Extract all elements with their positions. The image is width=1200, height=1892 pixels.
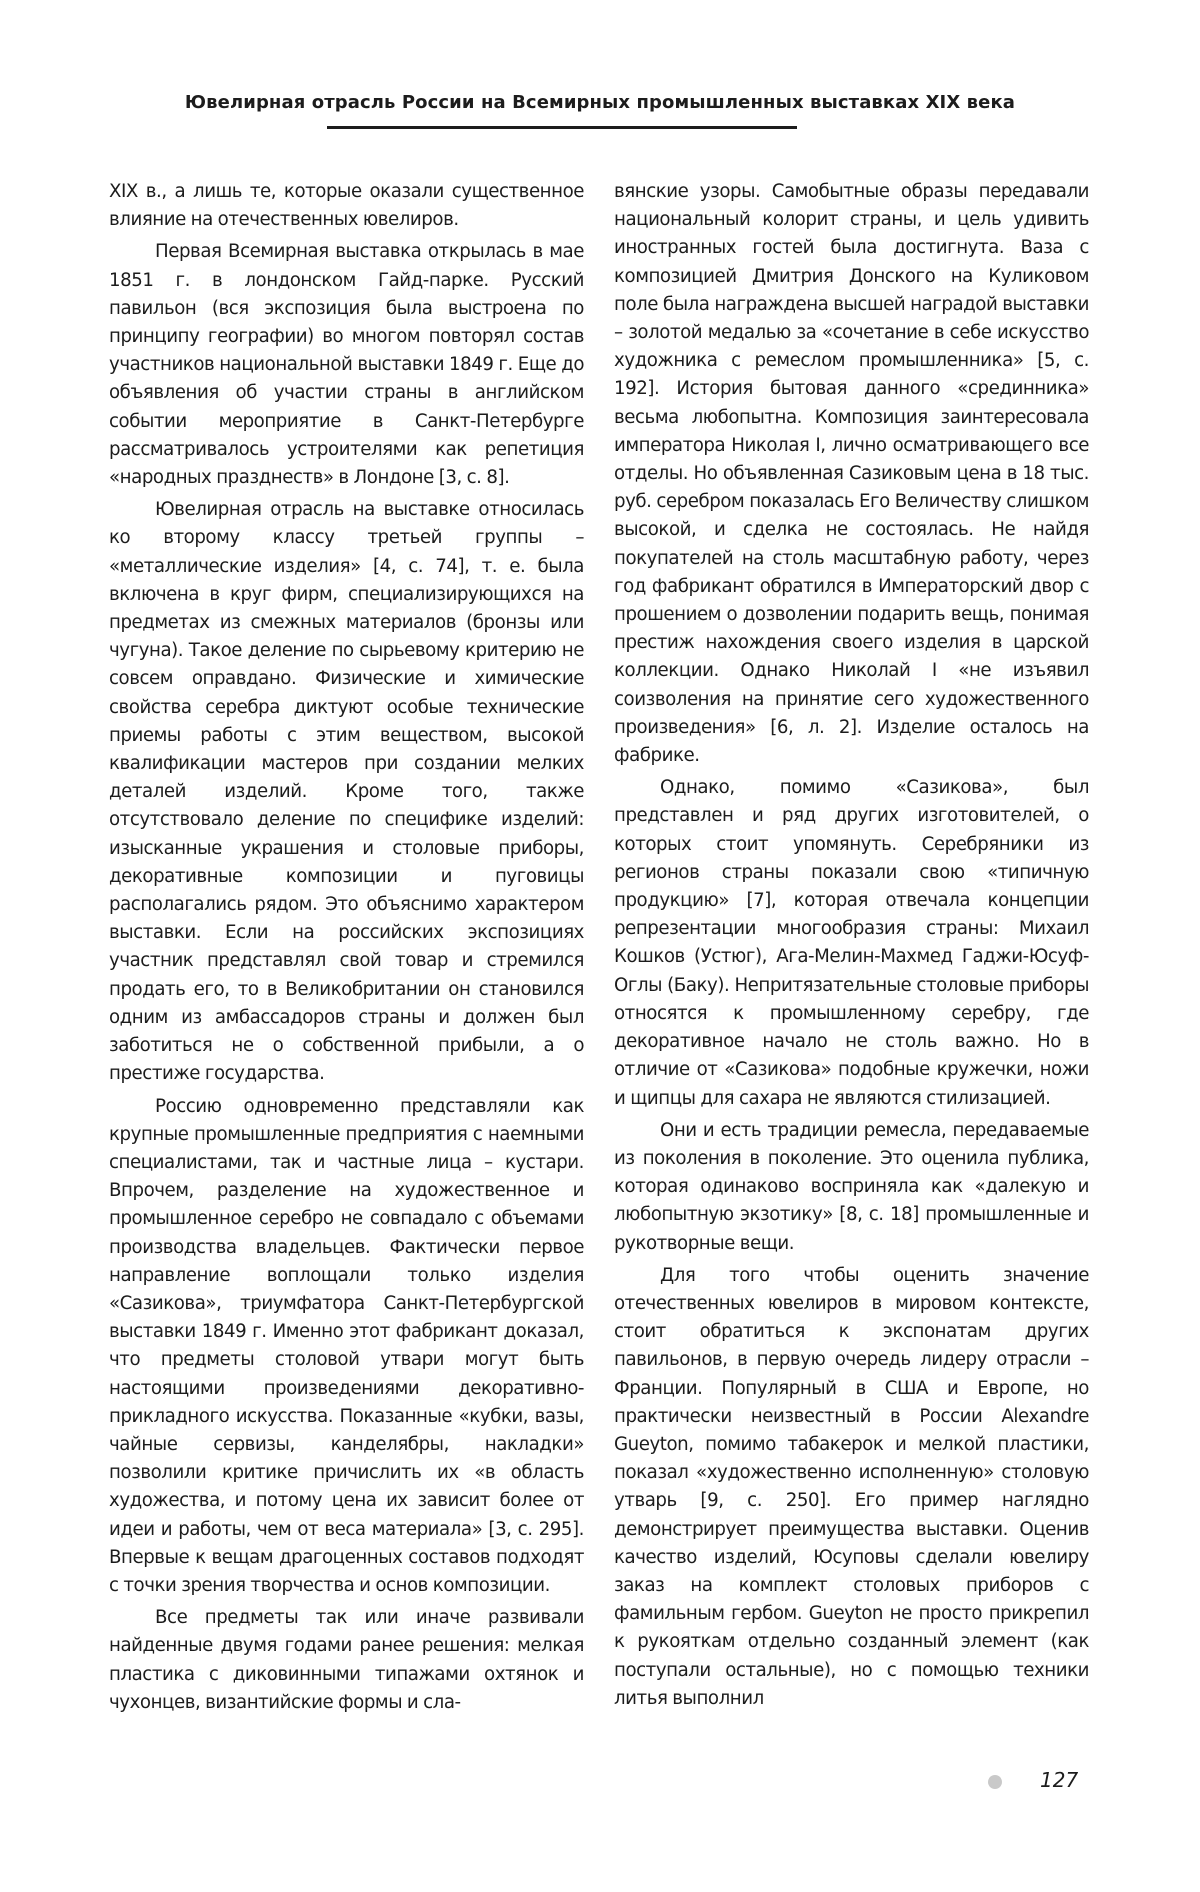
paragraph: Первая Всемирная выставка открылась в мае 1851 г. в лондонском Гайд-парке. Русский павильон (вся экспозиция была выстроена по принципу географии) во многом повторял состав участников национальной выставки 1849 г. Еще до объявления об участии страны в английском событии мероприятие в Санкт-Петербурге рассматривалось устроителями как репетиция «народных празднеств» в Лондоне [3, с. 8]. <box>109 241 584 489</box>
page-bullet-icon <box>988 1775 1002 1789</box>
header-rule <box>327 126 797 129</box>
right-column <box>614 178 1089 1717</box>
paragraph: Они и есть традиции ремесла, передаваемые из поколения в поколение. Это оценила публика, которая одинаково восприняла как «далекую и любопытную экзотику» [8, с. 18] промышленные и рукотворные вещи. <box>614 1119 1089 1254</box>
left-column <box>109 178 584 1721</box>
paragraph: Россию одновременно представляли как крупные промышленные предприятия с наемными специалистами, так и частные лица – кустари. Впрочем, разделение на художественное и промышленное серебро не совпадало с объемами производства владельцев. Фактически первое направление воплощали только изделия «Сазикова», триумфатора Санкт-Петербургской выставки 1849 г. Именно этот фабрикант доказал, что предметы столовой утвари могут быть настоящими произведениями декоративно-прикладного искусства. Показанные «кубки, вазы, чайные сервизы, канделябры, накладки» позволили критике причислить их «в область художества, и потому цена их зависит более от идеи и работы, чем от веса материала» [3, с. 295]. Впервые к вещам драгоценных составов подходят с точки зрения творчества и основ композиции. <box>109 1095 584 1596</box>
paragraph: вянские узоры. Самобытные образы передавали национальный колорит страны, и цель удивить иностранных гостей была достигнута. Ваза с композицией Дмитрия Донского на Куликовом поле была награждена высшей наградой выставки – золотой медалью за «сочетание в себе искусство художника с ремеслом промышленника» [5, с. 192]. История бытовая данного «срединника» весьма любопытна. Композиция заинтересовала императора Николая I, лично осматривающего все отделы. Но объявленная Сазиковым цена в 18 тыс. руб. серебром показалась Его Величеству слишком высокой, и сделка не состоялась. Не найдя покупателей на столь масштабную работу, через год фабрикант обратился в Императорский двор с прошением о дозволении подарить вещь, понимая престиж нахождения своего изделия в царской коллекции. Однако Николай I «не изъявил соизволения на принятие сего художественного произведения» [6, л. 2]. Изделие осталось на фабрике. <box>614 181 1089 767</box>
paragraph: XIX в., а лишь те, которые оказали существенное влияние на отечественных ювелиров. <box>109 181 584 231</box>
paragraph: Однако, помимо «Сазикова», был представлен и ряд других изготовителей, о которых стоит упомянуть. Серебряники из регионов страны показали свою «типичную продукцию» [7], которая отвечала концепции репрезентации многообразия страны: Михаил Кошков (Устюг), Ага-Мелин-Махмед Гаджи-Юсуф-Оглы (Баку). Непритязательные столовые приборы относятся к промышленному серебру, где декоративное начало не столь важно. Но в отличие от «Сазикова» подобные кружечки, ножи и щипцы для сахара не являются стилизацией. <box>614 777 1089 1109</box>
paragraph: Для того чтобы оценить значение отечественных ювелиров в мировом контексте, стоит обратиться к экспонатам других павильонов, в первую очередь лидеру отрасли – Франции. Популярный в США и Европе, но практически неизвестный в России Alexandre Gueyton, помимо табакерок и мелкой пластики, показал «художественно исполненную» столовую утварь [9, с. 250]. Его пример наглядно демонстрирует преимущества выставки. Оценив качество изделий, Юсуповы сделали ювелиру заказ на комплект столовых приборов с фамильным гербом. Gueyton не просто прикрепил к рукояткам отдельно созданный элемент (как поступали остальные), но с помощью техники литья выполнил <box>614 1264 1089 1709</box>
page-number: 127 <box>1040 1768 1079 1792</box>
paragraph: Ювелирная отрасль на выставке относилась ко второму классу третьей группы – «металлические изделия» [4, с. 74], т. е. была включена в круг фирм, специализирующихся на предметах из смежных материалов (бронзы или чугуна). Такое деление по сырьевому критерию не совсем оправдано. Физические и химические свойства серебра диктуют особые технические приемы работы с этим веществом, высокой квалификации мастеров при создании мелких деталей изделий. Кроме того, также отсутствовало деление по специфике изделий: изысканные украшения и столовые приборы, декоративные композиции и пуговицы располагались рядом. Это объяснимо характером выставки. Если на российских экспозициях участник представлял свой товар и стремился продать его, то в Великобритании он становился одним из амбассадоров страны и должен был заботиться не о собственной прибыли, а о престиже государства. <box>109 499 584 1085</box>
running-header: Ювелирная отрасль России на Всемирных промышленных выставках XIX века <box>184 92 1016 113</box>
paragraph: Все предметы так или иначе развивали найденные двумя годами ранее решения: мелкая пластика с диковинными типажами охтянок и чухонцев, византийские формы и сла- <box>109 1607 584 1713</box>
